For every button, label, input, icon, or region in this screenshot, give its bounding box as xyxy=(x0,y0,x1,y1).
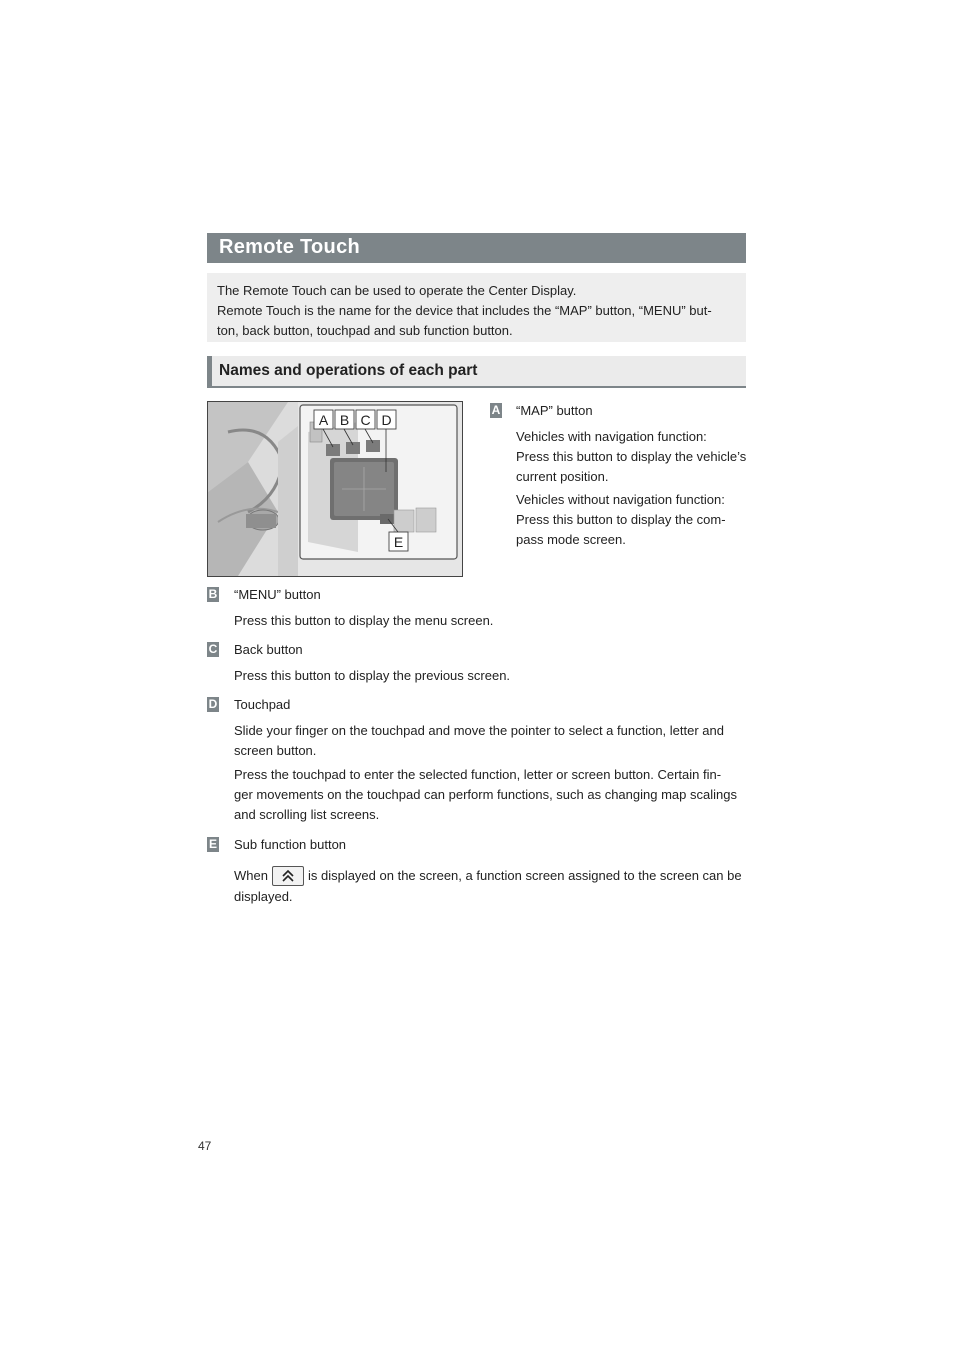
callout-e: E xyxy=(393,534,404,550)
section-heading: Names and operations of each part xyxy=(207,356,746,388)
intro-line: ton, back button, touchpad and sub function button. xyxy=(217,323,513,338)
item-text-touchpad-press: Press the touchpad to enter the selected function, letter or screen button. Certain fin- ger movements on the touchpad can perform functions, such as changing map scalings and scrolling list screens. xyxy=(234,767,737,822)
item-title-map-button: “MAP” button xyxy=(516,403,593,418)
item-text-back-button: Press this button to display the previous screen. xyxy=(234,668,511,683)
item-text-menu-button: Press this button to display the menu screen. xyxy=(234,613,494,628)
item-marker-c: C xyxy=(208,642,218,656)
page-number: 47 xyxy=(198,1139,212,1153)
intro-line: The Remote Touch can be used to operate the Center Display. xyxy=(217,283,577,298)
double-chevron-up-icon xyxy=(272,866,304,886)
item-title-touchpad: Touchpad xyxy=(234,697,291,712)
item-text-map-with-nav: Vehicles with navigation function: Press this button to display the vehicle’s current position. xyxy=(516,429,747,484)
item-marker-e: E xyxy=(208,837,217,851)
item-marker-b: B xyxy=(208,587,218,601)
remote-touch-illustration xyxy=(207,401,463,577)
callout-a: A xyxy=(318,412,329,428)
callout-d: D xyxy=(381,412,392,428)
callout-b: B xyxy=(339,412,350,428)
intro-box xyxy=(207,273,746,342)
callout-c: C xyxy=(360,412,371,428)
item-text-touchpad-slide: Slide your finger on the touchpad and move the pointer to select a function, letter and screen button. xyxy=(234,723,724,758)
item-title-menu-button: “MENU” button xyxy=(234,587,321,602)
item-text-sub-function: When is displayed on the screen, a function screen assigned to the screen can be displayed. xyxy=(234,866,754,907)
item-marker-a: A xyxy=(491,403,501,417)
intro-line: Remote Touch is the name for the device that includes the “MAP” button, “MENU” but- xyxy=(217,303,712,318)
item-title-back-button: Back button xyxy=(234,642,303,657)
item-marker-d: D xyxy=(208,697,218,711)
item-title-sub-function-button: Sub function button xyxy=(234,837,347,852)
page-title: Remote Touch xyxy=(207,233,746,263)
item-text-map-without-nav: Vehicles without navigation function: Press this button to display the com- pass mode screen. xyxy=(516,492,726,547)
